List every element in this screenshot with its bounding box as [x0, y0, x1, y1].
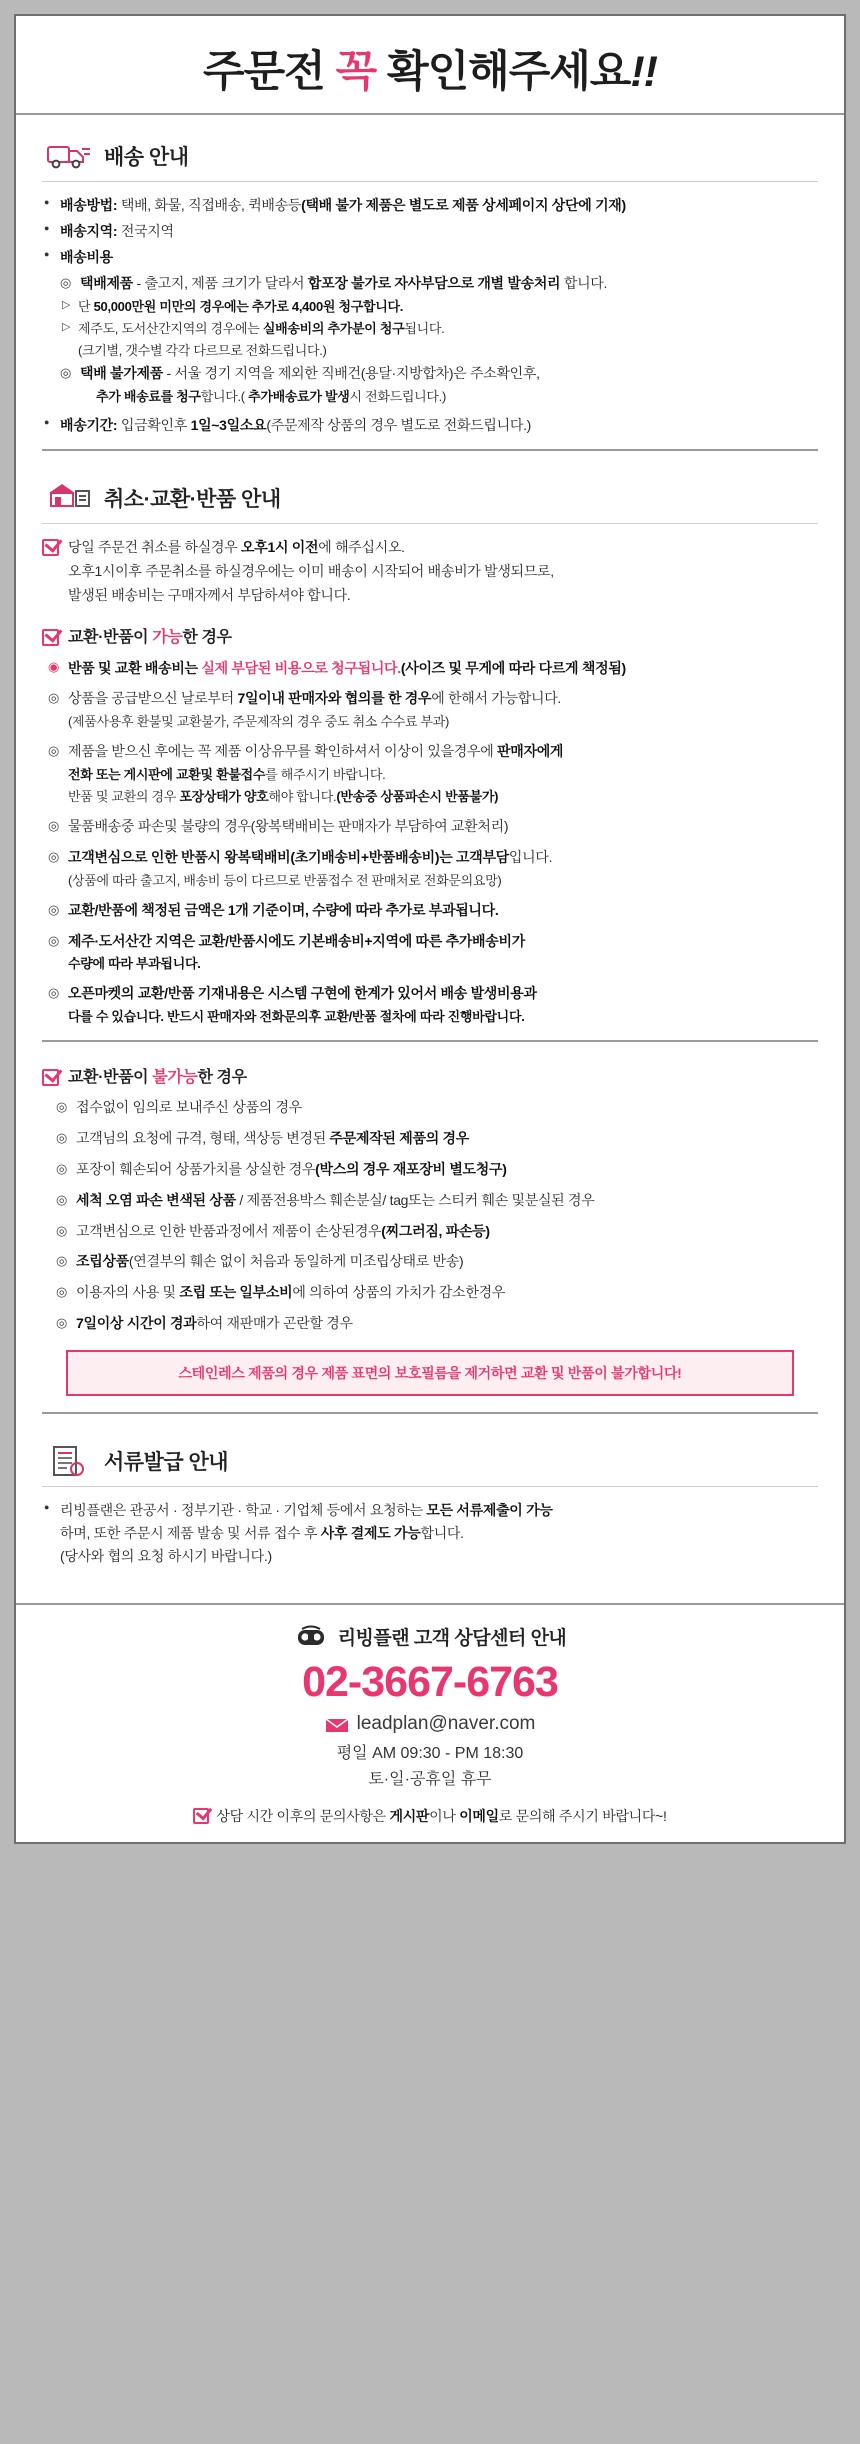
- shipping-period-list: [42, 414, 818, 437]
- notice-sheet: [14, 14, 846, 1844]
- shipping-method-label: 배송방법:: [60, 197, 121, 213]
- page-title-part1: 주문전: [203, 48, 336, 96]
- cancel-same-day-line2: 발생된 배송비는 구매자께서 부담하셔야 합니다.: [68, 586, 351, 603]
- possible-row-fee: ◉ 반품 및 교환 배송비는 실제 부담된 비용으로 청구됩니다.(사이즈 및 무게에 따라 다르게 책정됨): [48, 656, 818, 681]
- exchange-impossible-section: [16, 1048, 844, 1419]
- cost-row-nonparcel-title: 택배 불가제품: [80, 365, 163, 382]
- cost-row-nonparcel: ◎ 택배 불가제품 - 서울 경기 지역을 제외한 직배건(용달·지방합차)은 주소확인후,: [60, 362, 818, 386]
- possible-row-jeju: ◎ 제주·도서산간 지역은 교환/반품시에도 기본배송비+지역에 따른 추가배송비가 수량에 따라 부과됩니다.: [48, 930, 818, 976]
- list-item: ◎ 조립상품(연결부의 훼손 없이 처음과 동일하게 미조립상태로 반송): [56, 1250, 818, 1274]
- cost-row-jeju: ▷ 제주도, 도서산간지역의 경우에는 실배송비의 추가분이 청구됩니다.: [60, 318, 818, 340]
- list-item: ◎ 세척 오염 파손 변색된 상품 / 제품전용박스 훼손분실/ tag또는 스티커 훼손 및분실된 경우: [56, 1189, 818, 1213]
- list-item: ◎ 이용자의 사용 및 조립 또는 일부소비에 의하여 상품의 가치가 감소한경우: [56, 1281, 818, 1305]
- list-item: ◎ 포장이 훼손되어 상품가치를 상실한 경우(박스의 경우 재포장비 별도청구): [56, 1158, 818, 1182]
- page-title-part2: 확인해주세요: [376, 48, 631, 96]
- possible-row-change-mind: ◎ 고객변심으로 인한 반품시 왕복택배비(초기배송비+반품배송비)는 고객부담입니다. (상품에 따라 출고지, 배송비 등이 다르므로 반품접수 전 판매처로 전화문의요망): [48, 846, 818, 892]
- impossible-list: [42, 1096, 818, 1335]
- shipping-cost-label: 배송비용: [60, 249, 113, 266]
- contact-section: [16, 1603, 844, 1832]
- contact-email[interactable]: leadplan@naver.com: [356, 1713, 536, 1735]
- contact-hours-weekday: 평일 AM 09:30 - PM 18:30: [336, 1745, 524, 1763]
- cost-row-parcel: ◎ 택배제품 - 출고지, 제품 크기가 달라서 합포장 불가로 자사부담으로 개별 발송처리 합니다.: [60, 272, 818, 296]
- exchange-possible-list: [42, 656, 818, 1029]
- documents-section-header: [42, 1424, 818, 1487]
- exchange-impossible-title-row: [42, 1066, 818, 1090]
- contact-phone[interactable]: 02-3667-6763: [302, 1658, 558, 1707]
- list-item: [42, 220, 818, 243]
- possible-row-openmarket: ◎ 오픈마켓의 교환/반품 기재내용은 시스템 구현에 한계가 있어서 배송 발생비용과 다를 수 있습니다. 반드시 판매자와 전화문의후 교환/반품 절차에 따라 진행바랍니다.: [48, 982, 818, 1028]
- documents-heading: 서류발급 안내: [104, 1450, 229, 1474]
- list-item: ◎ 접수없이 임의로 보내주신 상품의 경우: [56, 1096, 818, 1120]
- possible-row-check-product: ◎ 제품을 받으신 후에는 꼭 제품 이상유무를 확인하셔서 이상이 있을경우에 판매자에게 전화 또는 게시판에 교환및 환불접수를 해주시기 바랍니다. 반품 및 교환의 경우 포장상태가 양호해야 합니다.(반송중 상품파손시 반품불가): [48, 740, 818, 808]
- check-icon: [42, 1069, 59, 1086]
- exchange-impossible-title: 교환·반품이 불가능한 경우: [68, 1069, 247, 1087]
- shipping-heading: 배송 안내: [104, 146, 189, 169]
- contact-heading-row: [26, 1623, 834, 1650]
- contact-heading: 리빙플랜 고객 상담센터 안내: [337, 1628, 567, 1650]
- shipping-period-label: 배송기간:: [60, 417, 121, 434]
- cancel-same-day-line1: 오후1시이후 주문취소를 하실경우에는 이미 배송이 시작되어 배송비가 발생되므로,: [68, 563, 554, 580]
- shop-exchange-icon: [46, 479, 92, 517]
- cost-row-parcel-title: 택배제품: [80, 275, 133, 292]
- page-title-marks: !!: [630, 48, 657, 96]
- check-icon: [42, 539, 59, 556]
- check-icon: [42, 629, 59, 646]
- list-item: ◎ 고객변심으로 인한 반품과정에서 제품이 손상된경우(찌그러짐, 파손등): [56, 1220, 818, 1244]
- documents-list: [42, 1499, 818, 1568]
- list-item: ● 리빙플랜은 관공서 · 정부기관 · 학교 · 기업체 등에서 요청하는 모든 서류제출이 가능 하며, 또한 주문시 제품 발송 및 서류 접수 후 사후 결제도 가능합니다. (당사와 협의 요청 하시기 바랍니다.): [42, 1499, 818, 1568]
- cost-row-extra-fee: 추가 배송료를 청구합니다.( 추가배송료가 발생시 전화드립니다.): [96, 389, 446, 405]
- shipping-list: [42, 194, 818, 269]
- section-divider: [42, 1412, 818, 1414]
- list-item: ◎ 7일이상 시간이 경과하여 재판매가 곤란할 경우: [56, 1312, 818, 1336]
- possible-row-per-unit: ◎ 교환/반품에 책정된 금액은 1개 기준이며, 수량에 따라 추가로 부과됩니다.: [48, 899, 818, 923]
- stainless-warning-box: 스테인레스 제품의 경우 제품 표면의 보호필름을 제거하면 교환 및 반품이 불가합니다!: [66, 1350, 794, 1396]
- contact-email-row[interactable]: [26, 1713, 834, 1735]
- list-item: [42, 194, 818, 217]
- contact-note: 상담 시간 이후의 문의사항은 게시판이나 이메일로 문의해 주시기 바랍니다~!: [26, 1806, 834, 1826]
- shipping-method-value: 택배, 화물, 직접배송, 퀵배송등: [120, 197, 302, 213]
- cost-row-under-50000: ▷ 단 50,000만원 미만의 경우에는 추가로 4,400원 청구합니다.: [60, 296, 818, 318]
- envelope-icon: [325, 1717, 349, 1732]
- shipping-method-note: (택배 불가 제품은 별도로 제품 상세페이지 상단에 기재): [301, 197, 626, 213]
- possible-row-7days: ◎ 상품을 공급받으신 날로부터 7일이내 판매자와 협의를 한 경우에 한해서 가능합니다. (제품사용후 환불및 교환불가, 주문제작의 경우 중도 취소 수수료 부과): [48, 687, 818, 733]
- check-icon: [193, 1808, 209, 1824]
- list-item: ◎ 고객님의 요청에 규격, 형태, 색상등 변경된 주문제작된 제품의 경우: [56, 1127, 818, 1151]
- cancel-section-header: [42, 461, 818, 524]
- list-item: ● 배송기간: 입금확인후 1일~3일소요(주문제작 상품의 경우 별도로 전화드립니다.): [42, 414, 818, 437]
- shipping-area-value: 전국지역: [120, 223, 174, 240]
- cost-row-size-note: (크기별, 갯수별 각각 다르므로 전화드립니다.): [78, 343, 327, 359]
- document-certificate-icon: [46, 1442, 92, 1480]
- section-divider: [42, 1040, 818, 1042]
- shipping-area-label: 배송지역:: [60, 223, 121, 240]
- possible-row-damage: ◎ 물품배송중 파손및 불량의 경우(왕복택배비는 판매자가 부담하여 교환처리): [48, 815, 818, 839]
- shipping-section-header: [42, 119, 818, 182]
- page-title: [16, 16, 844, 115]
- cancel-same-day-block: [42, 536, 818, 607]
- exchange-possible-title-row: [42, 626, 818, 650]
- cancel-exchange-section: [16, 457, 844, 1048]
- page-title-highlight: 꼭: [335, 48, 377, 96]
- section-divider: [42, 449, 818, 451]
- cancel-same-day-title: 당일 주문건 취소를 하실경우 오후1시 이전에 해주십시오.: [68, 539, 405, 556]
- cancel-heading: 취소·교환·반품 안내: [104, 488, 281, 512]
- list-item: [42, 246, 818, 269]
- shipping-section: [16, 115, 844, 457]
- delivery-truck-icon: [46, 137, 92, 175]
- exchange-possible-title: 교환·반품이 가능한 경우: [68, 628, 232, 646]
- contact-hours-weekend: 토·일·공휴일 휴무: [368, 1770, 492, 1788]
- documents-section: [16, 1420, 844, 1593]
- shipping-cost-details: [42, 272, 818, 408]
- telephone-icon: [294, 1624, 328, 1650]
